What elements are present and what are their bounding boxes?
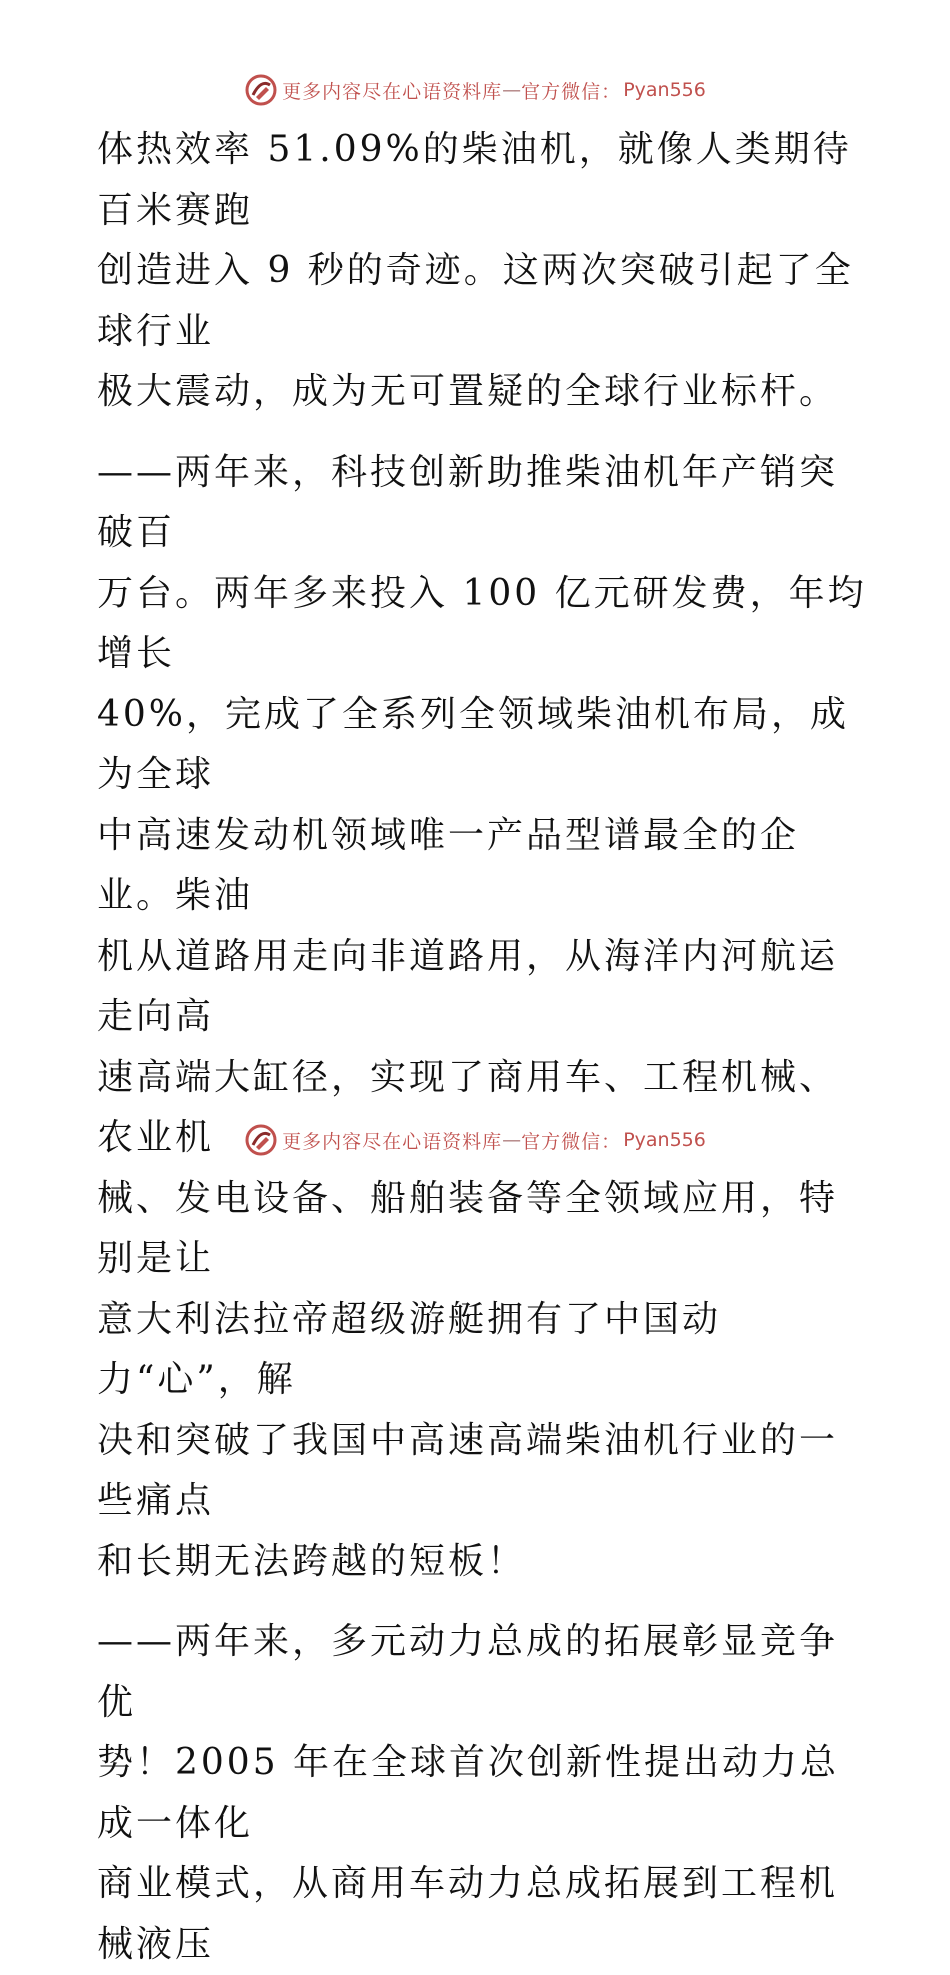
paragraph-3 [97, 1612, 867, 1975]
logo-icon [244, 1123, 278, 1157]
document-body [97, 120, 867, 1975]
paragraph-1 [97, 120, 867, 423]
text-line: 中高速发动机领域唯一产品型谱最全的企业。柴油 [97, 814, 800, 916]
footer-watermark [0, 1120, 950, 1160]
watermark-wechat-id: Pyan556 [623, 79, 706, 101]
text-line: ——两年来，科技创新助推柴油机年产销突破百 [97, 451, 839, 553]
text-line: 械、发电设备、船舶装备等全领域应用，特别是让 [97, 1177, 839, 1279]
text-line: 商业模式，从商用车动力总成拓展到工程机械液压 [97, 1863, 839, 1965]
text-line: 决和突破了我国中高速高端柴油机行业的一些痛点 [97, 1419, 839, 1521]
text-line: 机从道路用走向非道路用，从海洋内河航运走向高 [97, 935, 839, 1037]
text-line: 40%，完成了全系列全领域柴油机布局，成为全球 [97, 693, 850, 795]
watermark-wechat-label: 官方微信： [521, 80, 622, 103]
watermark-dash: — [502, 79, 522, 101]
text-line: 万台。两年多来投入 100 亿元研发费，年均增长 [97, 572, 867, 674]
watermark-main-text: 更多内容尽在心语资料库 [282, 80, 503, 103]
text-line: 意大利法拉帝超级游艇拥有了中国动力“心”，解 [97, 1298, 722, 1400]
paragraph-2 [97, 443, 867, 1593]
text-line: 和长期无法跨越的短板！ [97, 1540, 527, 1582]
text-line: 创造进入 9 秒的奇迹。这两次突破引起了全球行业 [97, 250, 854, 352]
watermark-dash: — [502, 1129, 522, 1151]
text-line: 势！2005 年在全球首次创新性提出动力总成一体化 [97, 1742, 840, 1844]
text-line: 体热效率 51.09%的柴油机，就像人类期待百米赛跑 [97, 129, 852, 231]
text-line: 极大震动，成为无可置疑的全球行业标杆。 [97, 371, 839, 412]
text-line: 速高端大缸径，实现了商用车、工程机械、农业机 [97, 1056, 839, 1158]
logo-icon [244, 73, 278, 107]
text-line: ——两年来，多元动力总成的拓展彰显竞争优 [97, 1621, 839, 1723]
watermark-main-text: 更多内容尽在心语资料库 [282, 1130, 503, 1153]
watermark-wechat-id: Pyan556 [623, 1129, 706, 1151]
watermark-wechat-label: 官方微信： [521, 1130, 622, 1153]
header-watermark [0, 70, 950, 110]
